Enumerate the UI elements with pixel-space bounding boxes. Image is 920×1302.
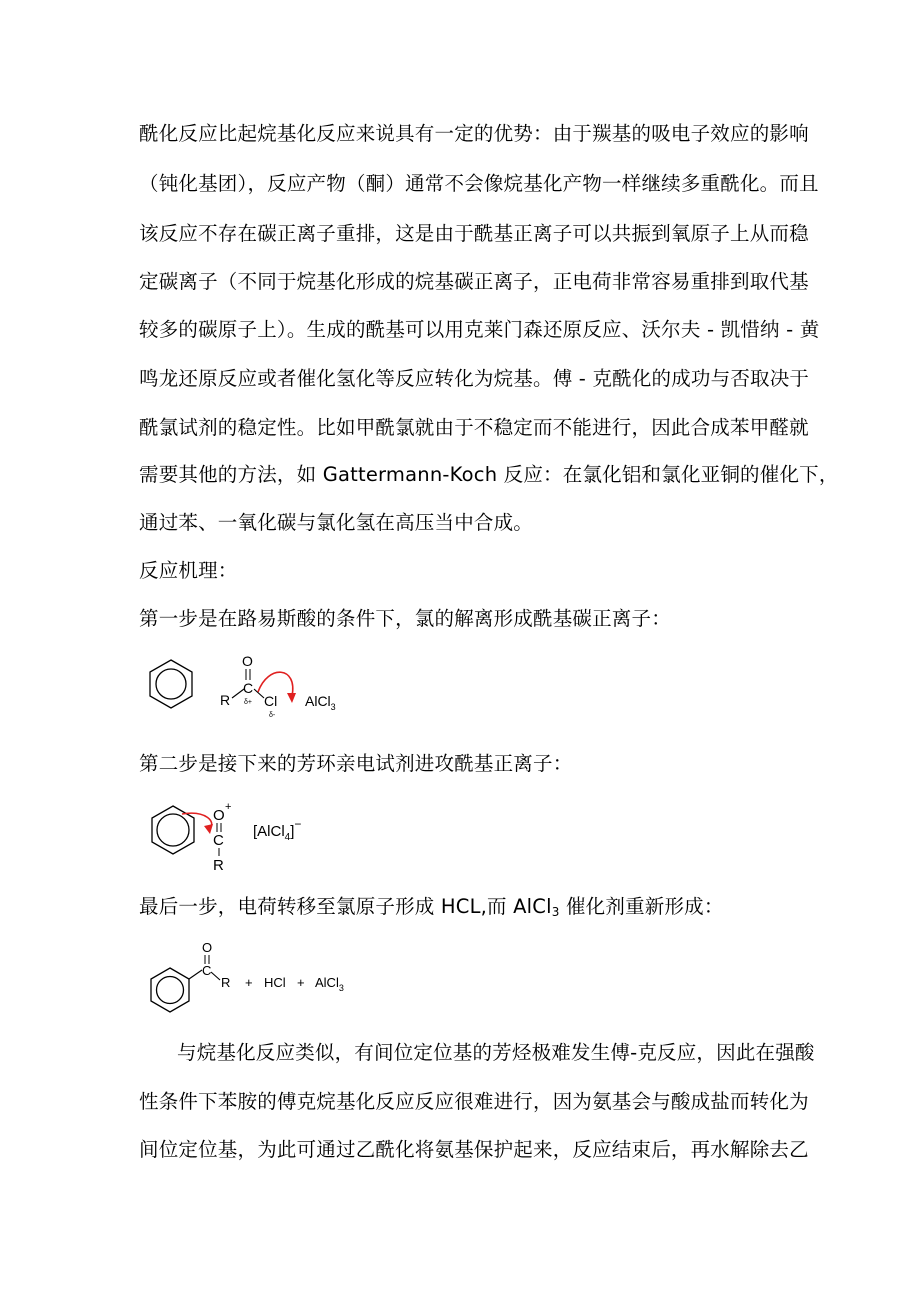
arrowhead-icon [287,693,296,703]
arrowhead-icon [204,824,213,834]
hcl-label: HCl [264,975,286,990]
step-1-text: 第一步是在路易斯酸的条件下，氯的解离形成酰基碳正离子： [139,607,671,630]
figure-2-electrophilic-attack [140,794,340,874]
r-group-label: R [221,975,231,990]
paragraph-1-line: （钝化基团），反应产物（酮）通常不会像烷基化产物一样继续多重酰化。而且 [139,172,819,195]
paragraph-2-line: 性条件下苯胺的傅克烷基化反应反应很难进行，因为氨基会与酸成盐而转化为 [139,1090,809,1113]
step-3-text: 最后一步，电荷转移至氯原子形成 HCL,而 AlCl$_3$ 催化剂重新形成： [139,895,724,919]
carbon-label: C [213,832,224,849]
alcl3-label: AlCl$_3$ [305,693,336,712]
benzene-ring-icon [151,968,189,1012]
carbon-label: C [243,680,254,696]
oxygen-label: O [242,653,253,669]
paragraph-1-line: 酰氯试剂的稳定性。比如甲酰氯就由于不稳定而不能进行，因此合成苯甲醛就 [139,416,809,439]
chlorine-label: Cl [264,693,278,709]
r-group-label: R [213,857,224,874]
paragraph-1-line: 通过苯、一氧化碳与氯化氢在高压当中合成。 [139,511,534,534]
tetrachloroaluminate-label: [AlCl$_4$]− [253,817,302,843]
positive-charge-label: + [225,801,232,813]
oxygen-label: O [213,807,225,824]
mechanism-heading: 反应机理： [139,559,238,582]
delta-plus-label: δ+ [244,699,252,706]
benzene-ring-icon [150,660,192,708]
paragraph-1-line: 鸣龙还原反应或者催化氢化等反应转化为烷基。傅 - 克酰化的成功与否取决于 [139,367,810,390]
alcl3-label: AlCl$_3$ [315,975,344,993]
paragraph-1-line: 酰化反应比起烷基化反应来说具有一定的优势：由于羰基的吸电子效应的影响 [139,122,809,145]
carbon-label: C [202,963,212,978]
step-2-text: 第二步是接下来的芳环亲电试剂进攻酰基正离子： [139,752,573,775]
paragraph-1-line: 较多的碳原子上）。生成的酰基可以用克莱门森还原反应、沃尔夫 - 凯惜纳 - 黄 [139,318,820,341]
delta-minus-label: δ- [269,712,276,719]
paragraph-1-line: 需要其他的方法，如 Gattermann-Koch 反应：在氯化铝和氯化亚铜的催化下， [139,463,839,486]
paragraph-1-line: 定碳离子（不同于烷基化形成的烷基碳正离子，正电荷非常容易重排到取代基 [139,270,809,293]
r-group-label: R [220,692,231,708]
figure-3-product-formation [140,938,370,1020]
figure-1-acyl-chloride-dissociation [140,648,360,730]
paragraph-1-line: 该反应不存在碳正离子重排，这是由于酰基正离子可以共振到氧原子上从而稳 [139,222,809,245]
paragraph-2-line: 与烷基化反应类似，有间位定位基的芳烃极难发生傅-克反应，因此在强酸 [177,1041,815,1064]
paragraph-2-line: 间位定位基，为此可通过乙酰化将氨基保护起来，反应结束后，再水解除去乙 [139,1138,809,1161]
oxygen-label: O [202,940,213,955]
plus-sign: + [245,975,253,990]
plus-sign: + [297,975,305,990]
